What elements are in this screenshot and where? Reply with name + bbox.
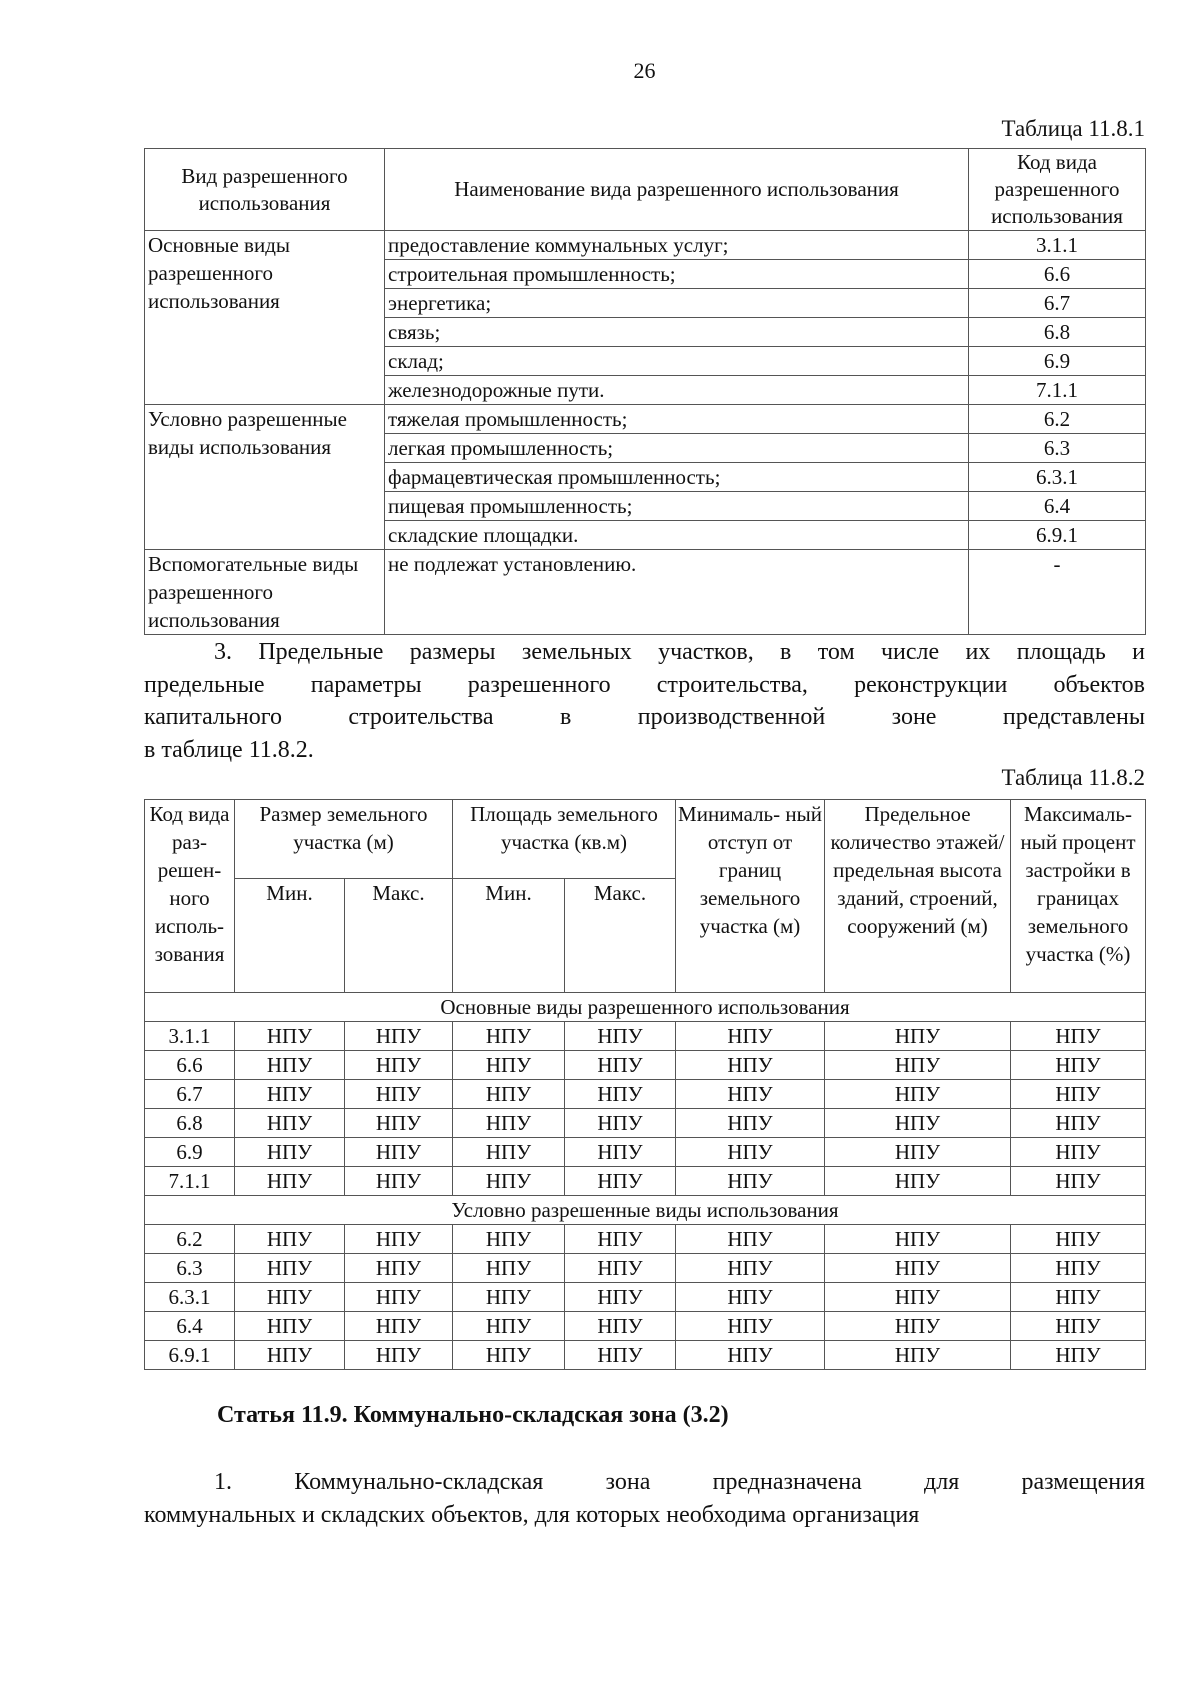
value-cell: НПУ <box>235 1254 345 1283</box>
value-cell: НПУ <box>1011 1312 1146 1341</box>
use-name: легкая промышленность; <box>385 434 969 463</box>
use-code: 6.9.1 <box>145 1341 235 1370</box>
header-cell: Код вида раз- решен- ного исполь- зования <box>145 800 235 993</box>
use-name: железнодорожные пути. <box>385 376 969 405</box>
value-cell: НПУ <box>565 1167 676 1196</box>
value-cell: НПУ <box>453 1167 565 1196</box>
value-cell: НПУ <box>825 1080 1011 1109</box>
value-cell: НПУ <box>453 1109 565 1138</box>
value-cell: НПУ <box>565 1051 676 1080</box>
value-cell: НПУ <box>453 1312 565 1341</box>
table-row <box>145 1312 1146 1341</box>
permitted-use-table <box>144 148 1146 635</box>
table-caption: Таблица 11.8.1 <box>1001 116 1145 141</box>
value-cell: НПУ <box>565 1109 676 1138</box>
use-name: связь; <box>385 318 969 347</box>
value-cell: НПУ <box>1011 1283 1146 1312</box>
table-header-row <box>145 149 1146 231</box>
value-cell: НПУ <box>825 1283 1011 1312</box>
use-name: тяжелая промышленность; <box>385 405 969 434</box>
value-cell: НПУ <box>676 1051 825 1080</box>
use-code: 6.9.1 <box>969 521 1146 550</box>
value-cell: НПУ <box>825 1225 1011 1254</box>
header-cell: Макс. <box>565 879 676 993</box>
text-line: 3. Предельные размеры земельных участков, в том числе их площадь и <box>214 639 1145 665</box>
value-cell: НПУ <box>345 1167 453 1196</box>
value-cell: НПУ <box>453 1225 565 1254</box>
use-code: 6.6 <box>969 260 1146 289</box>
use-code: 3.1.1 <box>145 1022 235 1051</box>
table-row <box>145 405 1146 434</box>
parameters-table <box>144 799 1146 1370</box>
value-cell: НПУ <box>345 1080 453 1109</box>
value-cell: НПУ <box>235 1138 345 1167</box>
value-cell: НПУ <box>676 1341 825 1370</box>
value-cell: НПУ <box>453 1022 565 1051</box>
value-cell: НПУ <box>565 1225 676 1254</box>
table-row <box>145 1225 1146 1254</box>
value-cell: НПУ <box>565 1341 676 1370</box>
value-cell: НПУ <box>825 1109 1011 1138</box>
value-cell: НПУ <box>453 1283 565 1312</box>
header-cell: Код вида разрешенного использования <box>969 149 1146 231</box>
value-cell: НПУ <box>825 1341 1011 1370</box>
table-caption: Таблица 11.8.2 <box>1001 765 1145 790</box>
use-code: 7.1.1 <box>145 1167 235 1196</box>
value-cell: НПУ <box>825 1051 1011 1080</box>
table-row <box>145 1138 1146 1167</box>
table-row <box>145 550 1146 635</box>
value-cell: НПУ <box>453 1080 565 1109</box>
table-row <box>145 1341 1146 1370</box>
value-cell: НПУ <box>1011 1138 1146 1167</box>
value-cell: НПУ <box>235 1312 345 1341</box>
text-line: 1. Коммунально-складская зона предназначена для размещения <box>214 1469 1145 1495</box>
value-cell: НПУ <box>1011 1225 1146 1254</box>
value-cell: НПУ <box>1011 1167 1146 1196</box>
value-cell: НПУ <box>565 1022 676 1051</box>
value-cell: НПУ <box>345 1051 453 1080</box>
value-cell: НПУ <box>345 1341 453 1370</box>
use-name: энергетика; <box>385 289 969 318</box>
use-code: 6.4 <box>145 1312 235 1341</box>
header-cell: Наименование вида разрешенного использования <box>385 149 969 231</box>
value-cell: НПУ <box>453 1051 565 1080</box>
use-code: 3.1.1 <box>969 231 1146 260</box>
table-row <box>145 1109 1146 1138</box>
table-row <box>145 231 1146 260</box>
text-line: в таблице 11.8.2. <box>144 736 314 763</box>
value-cell: НПУ <box>565 1138 676 1167</box>
value-cell: НПУ <box>676 1254 825 1283</box>
use-code: 6.3.1 <box>145 1283 235 1312</box>
use-code: 6.7 <box>145 1080 235 1109</box>
header-cell: Площадь земельного участка (кв.м) <box>453 800 676 879</box>
value-cell: НПУ <box>235 1341 345 1370</box>
use-code: 6.8 <box>969 318 1146 347</box>
value-cell: НПУ <box>565 1254 676 1283</box>
use-name: фармацевтическая промышленность; <box>385 463 969 492</box>
group-label: Вспомогательные виды разрешенного использования <box>145 550 385 635</box>
use-code: - <box>969 550 1146 635</box>
value-cell: НПУ <box>1011 1051 1146 1080</box>
value-cell: НПУ <box>345 1254 453 1283</box>
value-cell: НПУ <box>235 1080 345 1109</box>
use-code: 6.8 <box>145 1109 235 1138</box>
use-name: не подлежат установлению. <box>385 550 969 635</box>
section-title: Условно разрешенные виды использования <box>145 1196 1146 1225</box>
value-cell: НПУ <box>1011 1254 1146 1283</box>
value-cell: НПУ <box>1011 1022 1146 1051</box>
value-cell: НПУ <box>235 1051 345 1080</box>
value-cell: НПУ <box>453 1254 565 1283</box>
paragraph <box>144 636 1145 766</box>
value-cell: НПУ <box>235 1167 345 1196</box>
value-cell: НПУ <box>825 1312 1011 1341</box>
text-line: коммунальных и складских объектов, для которых необходима организация <box>144 1501 920 1528</box>
value-cell: НПУ <box>825 1167 1011 1196</box>
value-cell: НПУ <box>676 1312 825 1341</box>
table-row <box>145 1283 1146 1312</box>
use-code: 6.4 <box>969 492 1146 521</box>
value-cell: НПУ <box>676 1022 825 1051</box>
use-code: 6.9 <box>145 1138 235 1167</box>
paragraph <box>144 1466 1145 1531</box>
value-cell: НПУ <box>1011 1109 1146 1138</box>
value-cell: НПУ <box>676 1283 825 1312</box>
use-code: 7.1.1 <box>969 376 1146 405</box>
value-cell: НПУ <box>235 1109 345 1138</box>
header-cell: Мин. <box>453 879 565 993</box>
table-header-row <box>145 800 1146 879</box>
header-cell: Максималь- ный процент застройки в границах земельного участка (%) <box>1011 800 1146 993</box>
value-cell: НПУ <box>1011 1341 1146 1370</box>
text-line: капитального строительства в производственной зоне представлены <box>144 704 1145 730</box>
section-title: Основные виды разрешенного использования <box>145 993 1146 1022</box>
article-heading: Статья 11.9. Коммунально-складская зона (3.2) <box>217 1402 729 1428</box>
value-cell: НПУ <box>345 1109 453 1138</box>
value-cell: НПУ <box>676 1138 825 1167</box>
value-cell: НПУ <box>565 1283 676 1312</box>
value-cell: НПУ <box>676 1167 825 1196</box>
use-code: 6.2 <box>145 1225 235 1254</box>
value-cell: НПУ <box>676 1109 825 1138</box>
use-name: пищевая промышленность; <box>385 492 969 521</box>
header-cell: Вид разрешенного использования <box>145 149 385 231</box>
value-cell: НПУ <box>1011 1080 1146 1109</box>
table-row <box>145 1051 1146 1080</box>
value-cell: НПУ <box>565 1080 676 1109</box>
header-cell: Макс. <box>345 879 453 993</box>
value-cell: НПУ <box>345 1138 453 1167</box>
header-cell: Размер земельного участка (м) <box>235 800 453 879</box>
table-row <box>145 1167 1146 1196</box>
text-line: предельные параметры разрешенного строительства, реконструкции объектов <box>144 671 1145 698</box>
value-cell: НПУ <box>453 1341 565 1370</box>
table-row <box>145 1254 1146 1283</box>
use-code: 6.2 <box>969 405 1146 434</box>
use-name: строительная промышленность; <box>385 260 969 289</box>
value-cell: НПУ <box>825 1138 1011 1167</box>
header-cell: Мин. <box>235 879 345 993</box>
value-cell: НПУ <box>345 1022 453 1051</box>
use-code: 6.6 <box>145 1051 235 1080</box>
use-code: 6.9 <box>969 347 1146 376</box>
value-cell: НПУ <box>825 1022 1011 1051</box>
value-cell: НПУ <box>345 1312 453 1341</box>
use-code: 6.3 <box>969 434 1146 463</box>
value-cell: НПУ <box>235 1225 345 1254</box>
value-cell: НПУ <box>676 1225 825 1254</box>
value-cell: НПУ <box>235 1283 345 1312</box>
value-cell: НПУ <box>825 1254 1011 1283</box>
group-label: Основные виды разрешенного использования <box>145 231 385 405</box>
table-row <box>145 1080 1146 1109</box>
value-cell: НПУ <box>565 1312 676 1341</box>
use-code: 6.7 <box>969 289 1146 318</box>
table-row <box>145 1022 1146 1051</box>
value-cell: НПУ <box>453 1138 565 1167</box>
use-name: склад; <box>385 347 969 376</box>
page-number: 26 <box>633 58 656 83</box>
section-row <box>145 1196 1146 1225</box>
use-name: предоставление коммунальных услуг; <box>385 231 969 260</box>
use-code: 6.3 <box>145 1254 235 1283</box>
use-name: складские площадки. <box>385 521 969 550</box>
use-code: 6.3.1 <box>969 463 1146 492</box>
value-cell: НПУ <box>345 1225 453 1254</box>
value-cell: НПУ <box>235 1022 345 1051</box>
value-cell: НПУ <box>676 1080 825 1109</box>
group-label: Условно разрешенные виды использования <box>145 405 385 550</box>
header-cell: Предельное количество этажей/ предельная высота зданий, строений, сооружений (м) <box>825 800 1011 993</box>
value-cell: НПУ <box>345 1283 453 1312</box>
header-cell: Минималь- ный отступ от границ земельного участка (м) <box>676 800 825 993</box>
section-row <box>145 993 1146 1022</box>
